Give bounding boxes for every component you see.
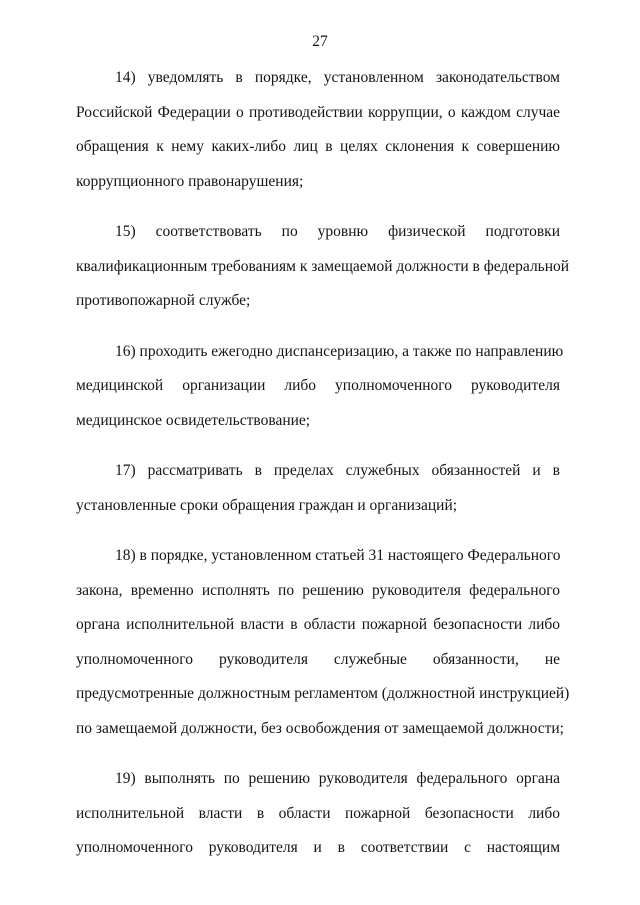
text-line: противопожарной службе; xyxy=(76,292,251,309)
text-line: по замещаемой должности, без освобождения от замещаемой должности; xyxy=(76,719,564,737)
text-line: 16) проходить ежегодно диспансеризацию, а также по направлению xyxy=(115,342,564,360)
list-item-17 xyxy=(76,462,560,531)
text-line: органа исполнительной власти в области пожарной безопасности либо xyxy=(76,616,560,633)
text-line: закона, временно исполнять по решению руководителя федерального xyxy=(76,581,560,599)
list-item-19 xyxy=(76,770,560,874)
page-number: 27 xyxy=(312,33,328,50)
list-item-16 xyxy=(76,342,564,447)
text-line: медицинской организации либо уполномоченного руководителя xyxy=(76,377,560,394)
list-item-15 xyxy=(76,223,570,327)
document-body xyxy=(76,69,570,890)
text-line: уполномоченного руководителя и в соответствии с настоящим xyxy=(76,839,560,856)
list-item-14 xyxy=(76,69,560,207)
text-line: 14) уведомлять в порядке, установленном законодательством xyxy=(115,69,560,86)
text-line: обращения к нему каких-либо лиц в целях склонения к совершению xyxy=(76,138,560,155)
text-line: исполнительной власти в области пожарной безопасности либо xyxy=(76,804,560,822)
text-line: предусмотренные должностным регламентом (должностной инструкцией) xyxy=(76,685,570,702)
text-line: 15) соответствовать по уровню физической подготовки xyxy=(115,223,560,240)
text-line: Российской Федерации о противодействии коррупции, о каждом случае xyxy=(76,103,560,121)
text-line: квалификационным требованиям к замещаемой должности в федеральной xyxy=(76,257,570,275)
text-line: установленные сроки обращения граждан и организаций; xyxy=(76,496,458,514)
text-line: коррупционного правонарушения; xyxy=(76,172,304,190)
text-line: 18) в порядке, установленном статьей 31 настоящего Федерального xyxy=(115,547,561,564)
text-line: 19) выполнять по решению руководителя федерального органа xyxy=(115,770,560,787)
list-item-18 xyxy=(76,547,570,754)
text-line: медицинское освидетельствование; xyxy=(76,411,311,429)
text-line: уполномоченного руководителя служебные обязанности, не xyxy=(76,650,560,668)
text-line: 17) рассматривать в пределах служебных обязанностей и в xyxy=(115,462,560,479)
